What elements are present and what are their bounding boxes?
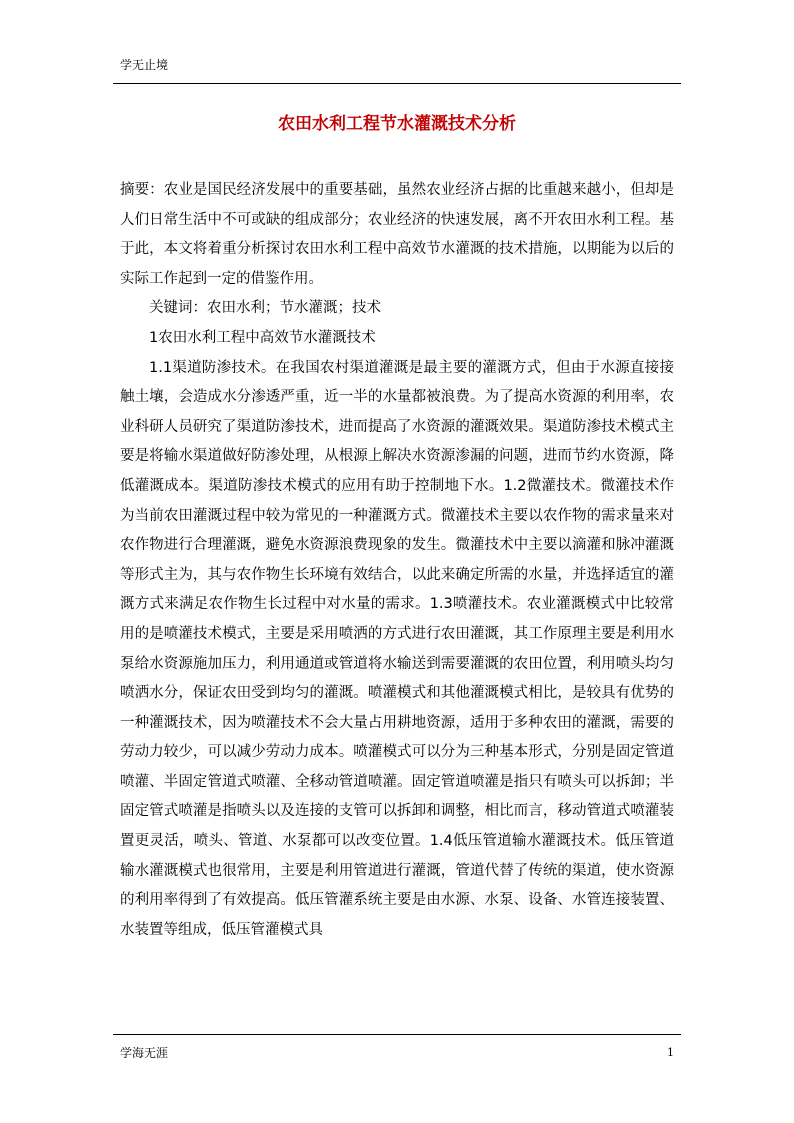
section-heading: 1农田水利工程中高效节水灌溉技术 [149,329,376,346]
page-number: 1 [667,1046,674,1059]
body-paragraph: 1.1渠道防渗技术。在我国农村渠道灌溉是最主要的灌溉方式，但由于水源直接接触土壤，会造成水分渗透严重，近一半的水量都被浪费。为了提高水资源的利用率，农业科研人员研究了渠道防渗技术，进而提高了水资源的灌溉效果。渠道防渗技术模式主要是将输水渠道做好防渗处理，从根源上解决水资源渗漏的问题，进而节约水资源，降低灌溉成本。渠道防渗技术模式的应用有助于控制地下水。1.2微灌技术。微灌技术作为当前农田灌溉过程中较为常见的一种灌溉方式。微灌技术主要以农作物的需求量来对农作物进行合理灌溉，避免水资源浪费现象的发生。微灌技术中主要以滴灌和脉冲灌溉等形式主为，其与农作物生长环境有效结合，以此来确定所需的水量，并选择适宜的灌溉方式来满足农作物生长过程中对水量的需求。1.3喷灌技术。农业灌溉模式中比较常用的是喷灌技术模式，主要是采用喷洒的方式进行农田灌溉，其工作原理主要是利用水泵给水资源施加压力，利用通道或管道将水输送到需要灌溉的农田位置，利用喷头均匀喷洒水分，保证农田受到均匀的灌溉。喷灌模式和其他灌溉模式相比，是较具有优势的一种灌溉技术，因为喷灌技术不会大量占用耕地资源，适用于多种农田的灌溉，需要的劳动力较少，可以减少劳动力成本。喷灌模式可以分为三种基本形式，分别是固定管道喷灌、半固定管道式喷灌、全移动管道喷灌。固定管道喷灌是指只有喷头可以拆卸；半固定管式喷灌是指喷头以及连接的支管可以拆卸和调整，相比而言，移动管道式喷灌装置更灵活，喷头、管道、水泵都可以改变位置。1.4低压管道输水灌溉技术。低压管道输水灌溉模式也很常用，主要是利用管道进行灌溉，管道代替了传统的渠道，使水资源的利用率得到了有效提高。低压管灌系统主要是由水源、水泵、设备、水管连接装置、水装置等组成，低压管灌模式具 [120,359,674,938]
footer-divider [113,1034,681,1035]
page-footer-text: 学海无涯 [120,1046,169,1060]
page-header-text: 学无止境 [120,58,169,72]
document-body [120,176,674,945]
abstract-paragraph: 摘要：农业是国民经济发展中的重要基础，虽然农业经济占据的比重越来越小，但却是人们日常生活中不可或缺的组成部分；农业经济的快速发展，离不开农田水利工程。基于此，本文将着重分析探讨农田水利工程中高效节水灌溉的技术措施，以期能为以后的实际工作起到一定的借鉴作用。 [120,182,674,287]
header-divider [113,83,681,84]
document-title: 农田水利工程节水灌溉技术分析 [278,114,516,134]
keywords-line: 关键词：农田水利；节水灌溉；技术 [149,300,381,317]
